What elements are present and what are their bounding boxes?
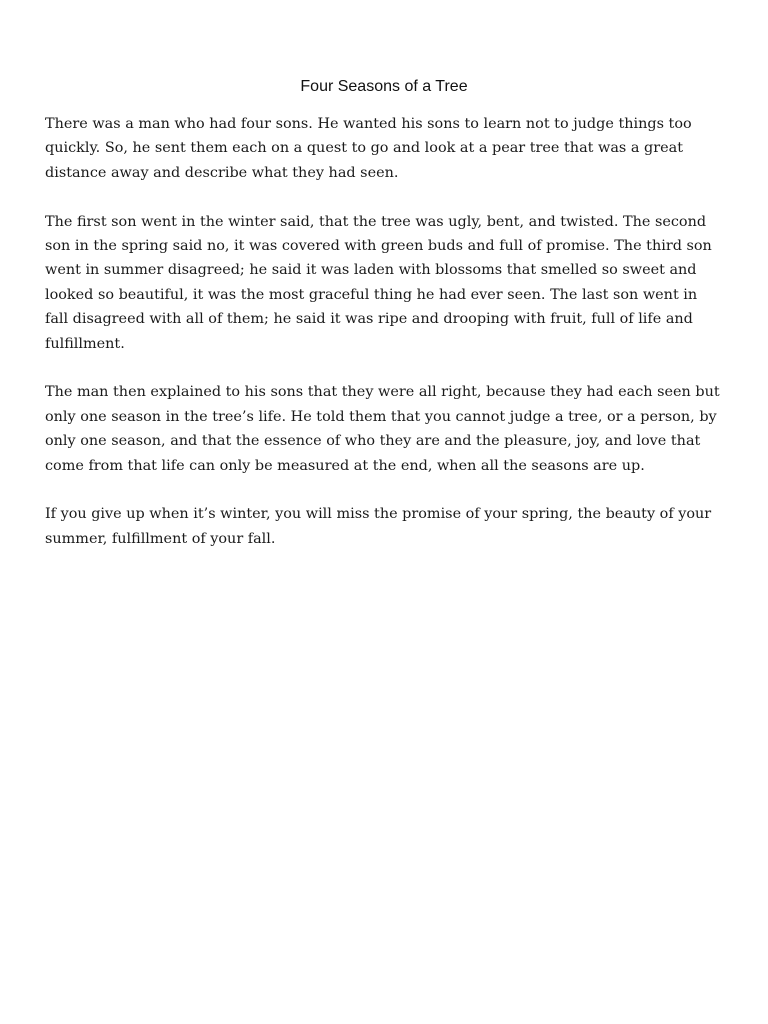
- paragraph-4: If you give up when it’s winter, you will miss the promise of your spring, the beauty of your summer, fulfillment of your fall.: [45, 506, 712, 547]
- paragraph-2: The first son went in the winter said, that the tree was ugly, bent, and twisted. The second son in the spring said no, it was covered with green buds and full of promise. The third son went in summer disagreed; he said it was laden with blossoms that smelled so sweet and looked so beautiful, it was the most graceful thing he had ever seen. The last son went in fall disagreed with all of them; he said it was ripe and drooping with fruit, full of life and fulfillment.: [45, 213, 712, 352]
- document-body: [45, 112, 723, 551]
- document-title: Four Seasons of a Tree: [300, 78, 468, 95]
- paragraph-3: The man then explained to his sons that they were all right, because they had each seen but only one season in the tree’s life. He told them that you cannot judge a tree, or a person, by only one season, and that the essence of who they are and the pleasure, joy, and love that come from that life can only be measured at the end, when all the seasons are up.: [45, 384, 720, 474]
- paragraph-1: There was a man who had four sons. He wanted his sons to learn not to judge things too quickly. So, he sent them each on a quest to go and look at a pear tree that was a great distance away and describe what they had seen.: [45, 116, 692, 181]
